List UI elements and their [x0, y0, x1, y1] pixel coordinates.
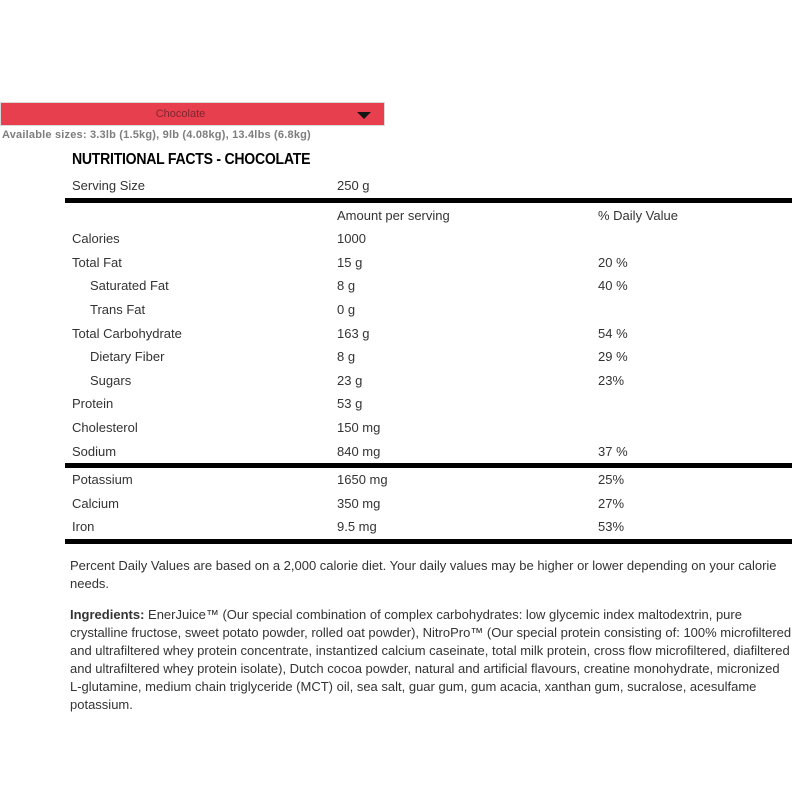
- column-header-amount: Amount per serving: [337, 207, 450, 223]
- table-row-dietary-fiber: [65, 345, 792, 369]
- table-row-sugars: [65, 369, 792, 393]
- flavor-dropdown-selected-value: Chocolate: [155, 108, 206, 120]
- row-dv: 54 %: [598, 325, 628, 341]
- chevron-down-icon: [357, 112, 371, 119]
- row-label: Saturated Fat: [90, 278, 169, 294]
- table-row-calcium: [65, 492, 792, 516]
- row-amount: 15 g: [337, 254, 363, 270]
- row-label: Total Carbohydrate: [72, 325, 182, 341]
- row-amount: 23 g: [337, 372, 363, 388]
- ingredients-text: EnerJuice™ (Our special combination of complex carbohydrates: low glycemic index maltodextrin, pure crystalline fructose, sweet potato powder, rolled oat powder), NitroPro™ (Our special protein consisting of: 100% microfiltered and ultrafiltered whey protein concentrate, instantized calcium caseinate, total milk protein, cross flow microfiltered, diafiltered and ultrafiltered whey protein isolate), Dutch cocoa powder, natural and artificial flavours, creatine monohydrate, micronized L-glutamine, medium chain triglyceride (MCT) oil, sea salt, guar gum, gum acacia, xanthan gum, sucralose, acesulfame potassium.: [70, 607, 792, 712]
- row-amount: 1650 mg: [337, 472, 388, 488]
- flavor-dropdown[interactable]: [0, 102, 385, 126]
- serving-size-label: Serving Size: [72, 178, 145, 193]
- serving-size-row: [65, 173, 792, 198]
- row-amount: 150 mg: [337, 420, 381, 436]
- row-amount: 1000: [337, 231, 366, 247]
- row-dv: 40 %: [598, 278, 628, 294]
- row-label: Total Fat: [72, 254, 122, 270]
- column-header-daily-value: % Daily Value: [598, 207, 678, 223]
- row-label: Potassium: [72, 472, 133, 488]
- row-dv: 27%: [598, 495, 625, 511]
- nutritional-facts-title: NUTRITIONAL FACTS - CHOCOLATE: [72, 151, 311, 168]
- table-header-row: [65, 203, 792, 227]
- table-row-iron: [65, 515, 792, 539]
- row-dv: 25%: [598, 472, 625, 488]
- row-dv: 37 %: [598, 443, 628, 459]
- row-label: Trans Fat: [90, 302, 146, 318]
- row-amount: 53 g: [337, 396, 363, 412]
- row-amount: 0 g: [337, 302, 356, 318]
- table-row-potassium: [65, 468, 792, 492]
- row-amount: 163 g: [337, 325, 370, 341]
- row-dv: 23%: [598, 372, 625, 388]
- table-row-cholesterol: [65, 416, 792, 440]
- ingredients-paragraph: [65, 606, 792, 714]
- row-amount: 8 g: [337, 349, 356, 365]
- table-row-sodium: [65, 439, 792, 463]
- row-amount: 9.5 mg: [337, 519, 377, 535]
- table-row-protein: [65, 392, 792, 416]
- row-label: Calcium: [72, 495, 119, 511]
- row-label: Sodium: [72, 443, 117, 459]
- row-dv: 20 %: [598, 254, 628, 270]
- row-label: Dietary Fiber: [90, 349, 165, 365]
- serving-size-value: 250 g: [337, 178, 370, 193]
- row-label: Cholesterol: [72, 420, 138, 436]
- table-row-total-carbohydrate: [65, 321, 792, 345]
- table-row-saturated-fat: [65, 274, 792, 298]
- ingredients-label: Ingredients:: [70, 607, 145, 622]
- row-dv: 29 %: [598, 349, 628, 365]
- nutrition-table: [65, 173, 792, 544]
- table-row-calories: [65, 227, 792, 251]
- row-amount: 8 g: [337, 278, 356, 294]
- daily-values-footnote: Percent Daily Values are based on a 2,000 calorie diet. Your daily values may be higher or lower depending on your calorie needs.: [70, 558, 777, 591]
- row-amount: 840 mg: [337, 443, 381, 459]
- row-label: Calories: [72, 231, 120, 247]
- row-label: Protein: [72, 396, 114, 412]
- row-label: Iron: [72, 519, 95, 535]
- row-amount: 350 mg: [337, 495, 381, 511]
- row-dv: 53%: [598, 519, 625, 535]
- divider-bottom: [65, 539, 792, 544]
- table-row-trans-fat: [65, 298, 792, 322]
- table-row-total-fat: [65, 251, 792, 275]
- row-label: Sugars: [90, 372, 132, 388]
- available-sizes-text: Available sizes: 3.3lb (1.5kg), 9lb (4.08kg), 13.4lbs (6.8kg): [2, 129, 311, 141]
